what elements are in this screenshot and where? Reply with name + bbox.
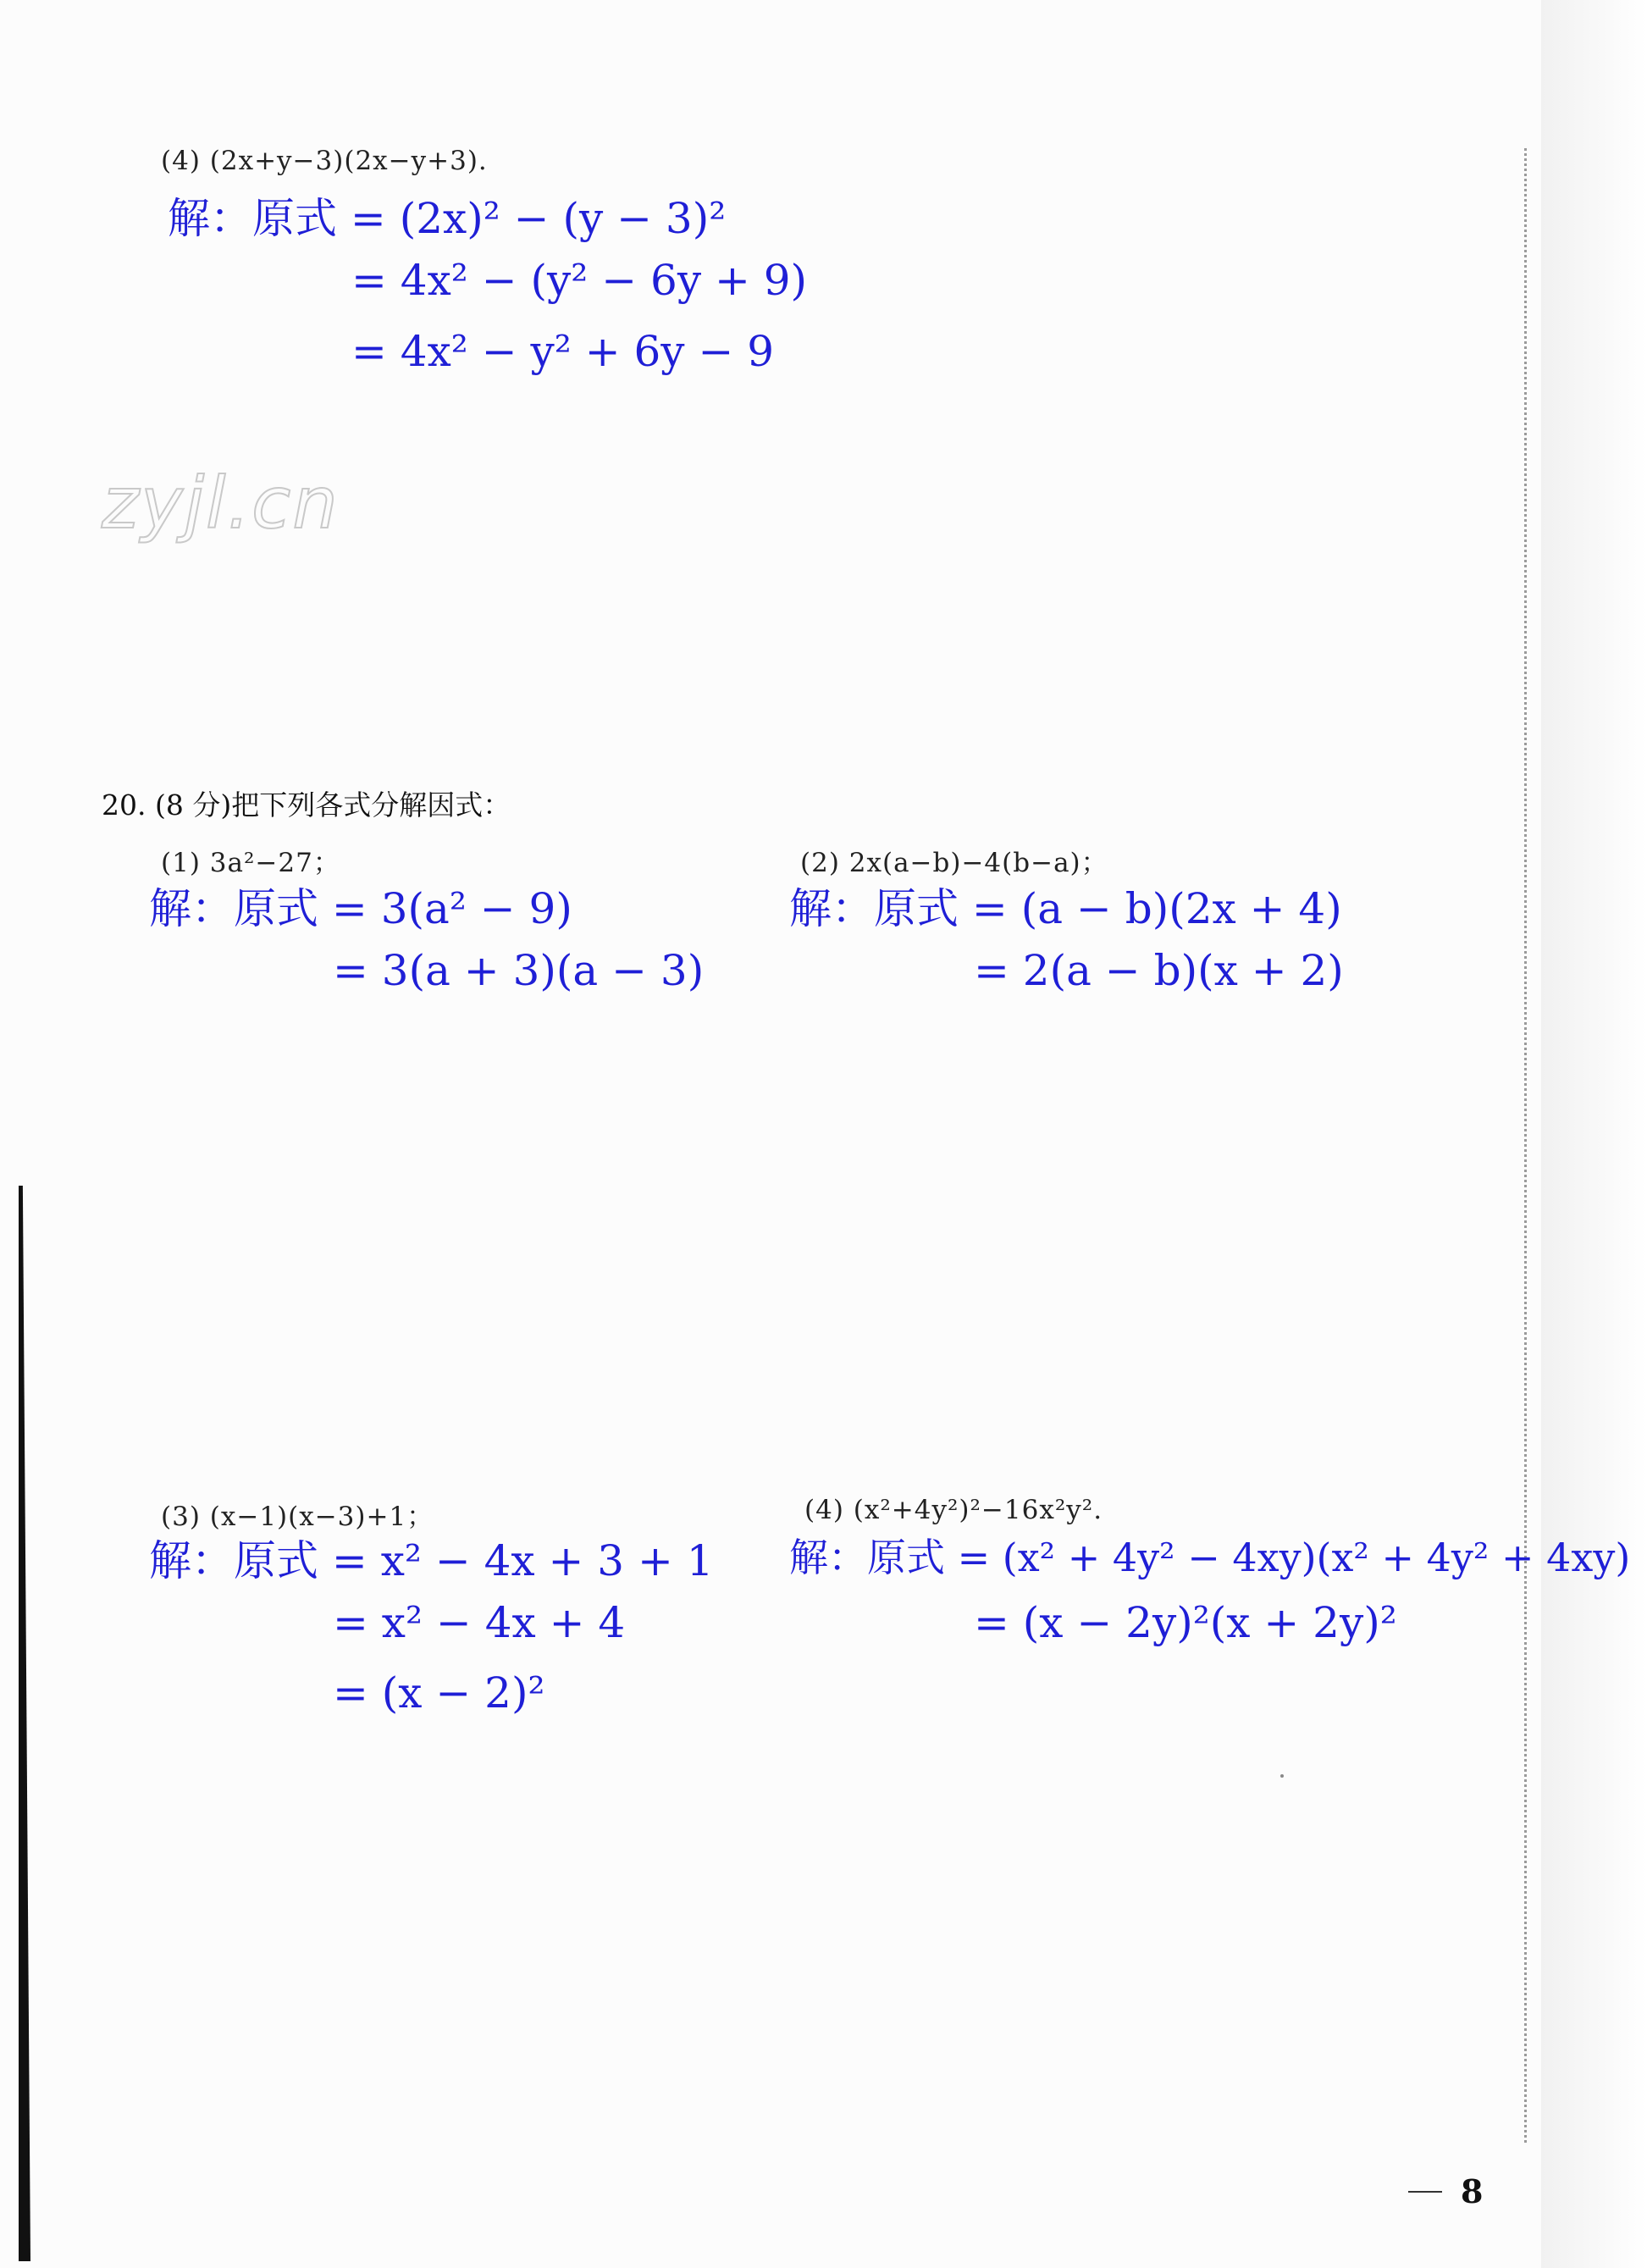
answer-prefix: 解：原式 bbox=[149, 1536, 318, 1585]
answer-expression: = (x² + 4y² − 4xy)(x² + 4y² + 4xy) bbox=[957, 1535, 1631, 1580]
q20-sub2-answer-line-2: = 2(a − b)(x + 2) bbox=[974, 946, 1344, 995]
margin-dotted-rule bbox=[1524, 148, 1527, 2143]
page-edge-shadow bbox=[1541, 0, 1647, 2268]
answer-expression: = (a − b)(2x + 4) bbox=[971, 884, 1342, 933]
problem-4-answer-line-2: = 4x² − (y² − 6y + 9) bbox=[351, 256, 808, 305]
problem-4-answer-line-1 bbox=[168, 185, 726, 246]
answer-expression: = 3(a² − 9) bbox=[331, 884, 572, 933]
answer-prefix: 解：原式 bbox=[789, 884, 959, 933]
q20-sub3-answer-line-3: = (x − 2)² bbox=[333, 1668, 545, 1718]
question-20-heading: 20. (8 分)把下列各式分解因式： bbox=[102, 788, 511, 821]
q20-sub2-prompt: (2) 2x(a−b)−4(b−a)； bbox=[800, 848, 1108, 878]
problem-4-prompt: (4) (2x+y−3)(2x−y+3). bbox=[161, 146, 488, 176]
watermark-logo: zyjl.cn bbox=[102, 462, 340, 545]
answer-prefix: 解：原式 bbox=[789, 1535, 945, 1580]
page-number: 8 bbox=[1461, 2172, 1484, 2210]
answer-expression: = (2x)² − (y − 3)² bbox=[350, 194, 727, 243]
problem-4-answer-line-3: = 4x² − y² + 6y − 9 bbox=[351, 327, 775, 376]
scan-speck bbox=[1280, 1774, 1284, 1778]
q20-sub2-answer-line-1 bbox=[789, 875, 1342, 936]
q20-sub3-prompt: (3) (x−1)(x−3)+1； bbox=[161, 1502, 434, 1532]
answer-expression: = x² − 4x + 3 + 1 bbox=[331, 1536, 714, 1585]
q20-sub4-answer-line-1 bbox=[789, 1527, 1630, 1583]
q20-sub4-answer-line-2: = (x − 2y)²(x + 2y)² bbox=[974, 1598, 1397, 1647]
q20-sub1-answer-line-2: = 3(a + 3)(a − 3) bbox=[333, 946, 705, 995]
q20-sub4-prompt: (4) (x²+4y²)²−16x²y². bbox=[804, 1495, 1103, 1525]
q20-sub1-answer-line-1 bbox=[149, 875, 572, 936]
answer-prefix: 解：原式 bbox=[149, 884, 318, 933]
q20-sub1-prompt: (1) 3a²−27； bbox=[161, 848, 340, 878]
answer-prefix: 解：原式 bbox=[168, 194, 337, 243]
q20-sub3-answer-line-1 bbox=[149, 1527, 714, 1588]
q20-sub3-answer-line-2: = x² − 4x + 4 bbox=[333, 1598, 626, 1647]
